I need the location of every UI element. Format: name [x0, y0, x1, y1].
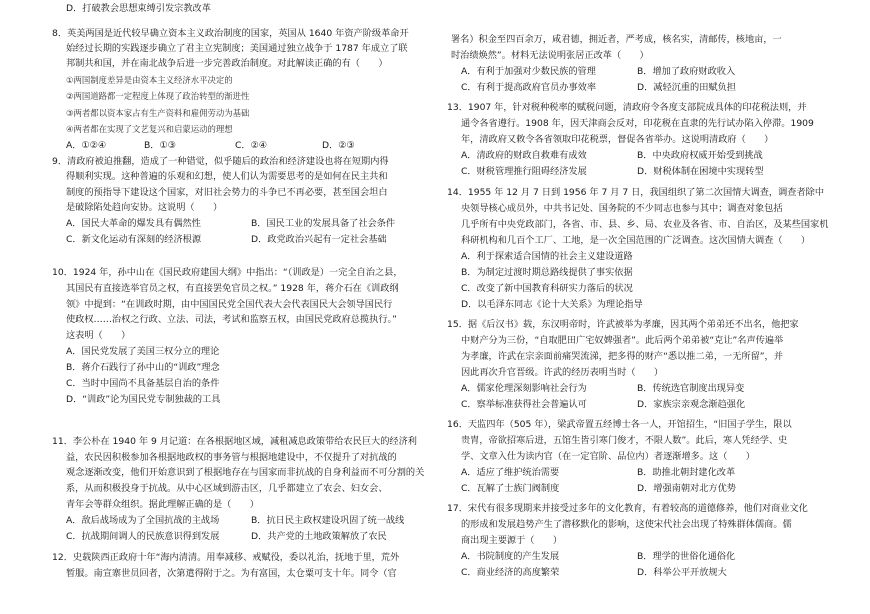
- answer-option: D．政党政治兴起有一定社会基础: [251, 234, 387, 245]
- answer-option: D．增强南朝对北方优势: [637, 483, 736, 494]
- question-text-line: 制度的预指导下建设这个国家，对旧社会势力的斗争已不再必要，甚至国会坦白: [66, 187, 388, 198]
- answer-option: A．适应了维护统治需要: [461, 467, 560, 478]
- question-text-line: 15．据《后汉书》载，东汉明帝时，许武被举为孝廉，因其两个弟弟还不出名，他把家: [447, 319, 799, 330]
- question-text-line: 16．天监四年（505 年），梁武帝置五经博士各一人，开馆招生，“旧国子学生，限以: [447, 419, 792, 430]
- answer-option: D．②③: [322, 140, 355, 151]
- answer-option: B．传统选官制度出现异变: [637, 383, 745, 394]
- question-text-line: 13．1907 年，针对税种税率的赋税问题，清政府令各度支部院成具体的印花税法则，并: [447, 102, 807, 113]
- answer-option: B．国民工业的发展具备了社会条件: [251, 218, 396, 229]
- answer-option: C．商业经济的高度繁荣: [461, 567, 560, 578]
- question-text-line: 暂服。南宣寨世员回者，次第遣得附于之。为有富国，太仓粟可支十年。同令（官: [66, 568, 397, 579]
- question-text-line: 青年会等群众组织。据此理解正确的是（ ）: [66, 499, 259, 510]
- answer-option: A．儒家伦理深刻影响社会行为: [461, 383, 587, 394]
- answer-option: B．蒋介石践行了孙中山的“训政”理念: [66, 362, 220, 373]
- question-text-line: 署名）积金至四百余万，咸君德，拥近者，严考成，核名实，清邮传，核地亩，一: [451, 34, 782, 45]
- answer-option: A．利于探索适合国情的社会主义建设道路: [461, 251, 633, 262]
- answer-option: B．①③: [144, 140, 176, 151]
- answer-option: B．为制定过渡时期总路线提供了事实依据: [461, 267, 633, 278]
- question-text-line: 10．1924 年，孙中山在《国民政府建国大纲》中指出：“（训政是）一完全自治之县，: [52, 267, 403, 278]
- answer-option: A．书院制度的产生发展: [461, 551, 560, 562]
- answer-option: B．助推北朝封建化改革: [637, 467, 736, 478]
- question-text-line: 使政权……治权之行政、立法、司法，考试和监察五权，由国民党政府总揽执行。”: [66, 314, 397, 325]
- question-text-line: 央领导核心成员外，中共书记处、国务院的不少同志也参与其中；调查对象包括: [461, 203, 783, 214]
- question-text-line: 12．史载陕西正政府十年“海内清清。用奉减移、戒赋役，委以礼治，抚地于里，荒外: [52, 552, 400, 563]
- answer-option: C．财税管理推行阻碍经济发展: [461, 166, 587, 177]
- question-text-line: 17．宋代有很多现期来并接受过多年的文化教育，有着较高的道德修养，他们对商业文化: [447, 503, 808, 514]
- answer-option: D．以毛泽东同志《论十大关系》为理论指导: [461, 299, 643, 310]
- answer-option: D．减轻沉重的田赋负担: [637, 82, 736, 93]
- answer-option: C．抗战期间调人的民族意识得到发展: [66, 531, 220, 542]
- answer-option: A．国民大革命的爆发具有偶然性: [66, 218, 201, 229]
- question-text-line: 观念逐渐改变，他们开始意识到了根据地存在与国家而非抗战的自身利益而不可分割的关: [66, 467, 425, 478]
- question-text-line: 几乎所有中央党政部门，各省、市、县、乡、局、农业及各省、市、自治区，及某些国家机: [461, 219, 829, 230]
- question-text-line: 科研机构和几百个工厂、工地，是一次全国范围的广泛调查。这次国情大调查（ ）: [461, 235, 811, 246]
- question-text-line: 邦制共和国，并在南北战争后进一步完善政治制度。对此解读正确的有（ ）: [66, 58, 388, 69]
- answer-option: D．“训政”论为国民党专制独裁的工具: [66, 394, 221, 405]
- answer-option: C．改变了新中国教育科研实力落后的状况: [461, 283, 633, 294]
- question-text-line: 这表明（ ）: [66, 330, 131, 341]
- question-text-line: 年，清政府又敕令各省领取印花税票，督促各省举办。这说明清政府（ ）: [461, 134, 774, 145]
- answer-option: D．家族宗亲观念渐趋强化: [637, 399, 746, 410]
- question-text-line: 11．李公朴在 1940 年 9 月记道：在各根据地区域，减租减息政策带给农民巨大的经济利: [52, 436, 417, 447]
- question-text-line: 中财产分为三份，“自取肥田广宅奴婢强者”。此后两个弟弟被“克让”名声传遍举: [461, 335, 784, 346]
- question-text-line: 为孝廉，许武在宗亲面前痛哭流涕，把多得的财产“悉以推二弟，一无所留”，并: [461, 351, 783, 362]
- question-text-line: 14．1955 年 12 月 7 日到 1956 年 7 月 7 日，我国组织了第二次国情大调查，调查者除中: [447, 187, 825, 198]
- answer-option: C．察举标准获得社会普遍认可: [461, 399, 587, 410]
- question-text-line: 是破除陷处趋向安协。这说明（ ）: [66, 202, 223, 213]
- question-text-line: ③两者都以资本家占有生产资料和雇佣劳动为基础: [66, 108, 250, 118]
- answer-option: A．清政府的财政自救难有成效: [461, 150, 587, 161]
- question-text-line: 贵胄，帝欲招寒后进，五馆生皆引寒门俊才，不限人数”。此后，寒人凭经学、史: [461, 435, 788, 446]
- question-text-line: ④两者都在实现了文艺复兴和启蒙运动的理想: [66, 124, 233, 134]
- question-text-line: 其国民有直接选举官员之权，有直接罢免官员之权。” 1928 年，蒋介石在《训政纲: [66, 283, 399, 294]
- answer-option: B．理学的世俗化通俗化: [637, 551, 736, 562]
- question-text-line: 9．清政府被迫推翻，造成了一种错觉，似乎随后的政治和经济建设也将在短期内得: [52, 156, 389, 167]
- answer-option: C．当时中国尚不具备基层自治的条件: [66, 378, 220, 389]
- question-text-line: 始经过长期的实践逐步确立了君主立宪制度；美国通过独立战争于 1787 年成立了联: [66, 43, 408, 54]
- answer-option: A．有利于加强对少数民族的管理: [461, 66, 596, 77]
- question-text-line: 通令各省遵行。1908 年，因天津商会反对，印花税在直隶的先行试办陷入停滞。1909: [461, 118, 814, 129]
- question-text-line: 因此再次升官晋级。许武的经历表明当时（ ）: [461, 367, 664, 378]
- answer-option: B．增加了政府财政收入: [637, 66, 736, 77]
- question-text-line: 8．英美两国是近代较早确立资本主义政治制度的国家，英国从 1640 年资产阶级革命开: [52, 28, 409, 39]
- question-text-line: 系，从而积极投身于抗战。从中心区域到游击区，几乎都建立了农会、妇女会、: [66, 483, 388, 494]
- answer-option: A．①②④: [66, 140, 107, 151]
- answer-option: A．国民党发展了美国三权分立的理论: [66, 346, 220, 357]
- answer-option: D．科举公平开放规大: [637, 567, 727, 578]
- question-text-line: 的形成和发展趋势产生了潜移默化的影响，这使宋代社会出现了特殊群体儒商。儒: [461, 519, 792, 530]
- question-text-line: 领》中提到：“在训政时期，由中国国民党全国代表大会代表国民大会领导国民行: [66, 299, 393, 310]
- answer-option: D．共产党的土地政策解放了农民: [251, 531, 387, 542]
- answer-option: D．财税体制在困境中实现转型: [637, 166, 764, 177]
- answer-option: C．瓦解了士族门阀制度: [461, 483, 560, 494]
- answer-option: A．敌后战场成为了全国抗战的主战场: [66, 515, 220, 526]
- question-text-line: ②两国道路都一定程度上体现了政治转型的渐进性: [66, 91, 250, 101]
- answer-option: C．新文化运动有深刻的经济根源: [66, 234, 202, 245]
- question-text-line: D．打破教会思想束缚引发宗教改革: [66, 3, 211, 14]
- answer-option: B．中央政府权威开始受到挑战: [637, 150, 763, 161]
- question-text-line: 学、文章入仕为读内官（在一定官阶、品位内）者逐渐增多。这（ ）: [461, 451, 755, 462]
- question-text-line: ①两国制度差异是由资本主义经济水平决定的: [66, 75, 233, 85]
- answer-option: B．抗日民主政权建设巩固了统一战线: [251, 515, 405, 526]
- answer-option: C．②④: [235, 140, 268, 151]
- answer-option: C．有利于提高政府官员办事效率: [461, 82, 597, 93]
- question-text-line: 得顺利实现。这种普遍的乐观和幻想，使人们认为需要思考的是如何在民主共和: [66, 171, 388, 182]
- question-text-line: 益，农民因积极参加各根据地政权的事务管与根据地建设中，不仅提升了对抗战的: [66, 452, 397, 463]
- question-text-line: 时治绩焕然”。材料无法说明张居正改革（ ）: [451, 50, 649, 61]
- question-text-line: 商出现主要源于（ ）: [461, 535, 563, 546]
